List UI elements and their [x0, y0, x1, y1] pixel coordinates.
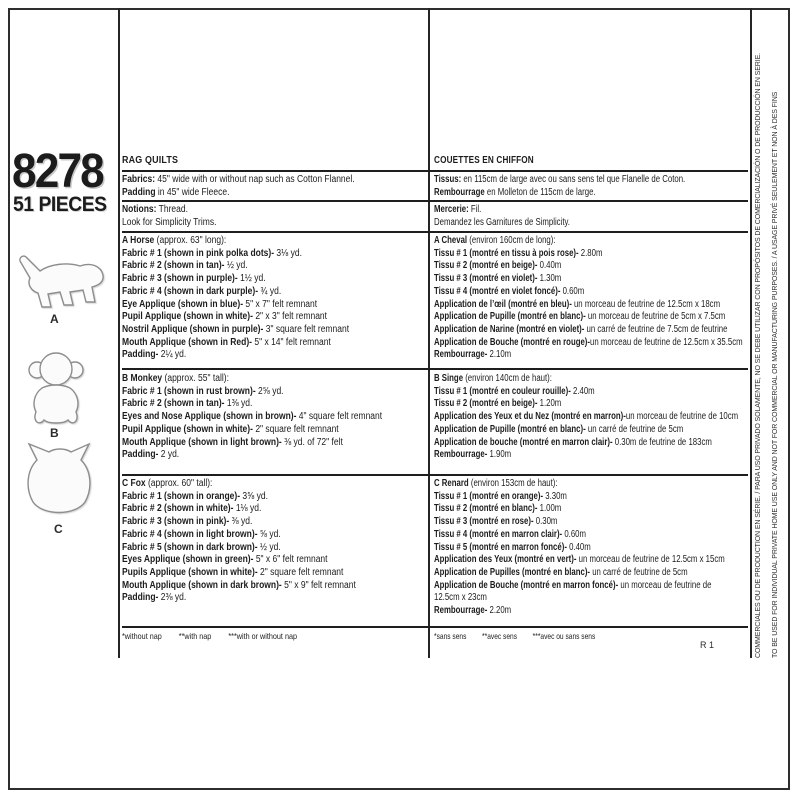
- spec-line: Demandez les Garnitures de Simplicity.: [434, 216, 570, 228]
- spec-line: Mercerie: Fil.: [434, 204, 482, 215]
- spec-line: Fabric # 2 (shown in white)- 1⅛ yd.: [122, 503, 262, 515]
- footnote-item: **with nap: [178, 631, 212, 641]
- view-b-label: B: [50, 426, 59, 440]
- spec-line: Tissu # 3 (montré en violet)- 1.30m: [434, 273, 562, 285]
- english-footnotes: [122, 630, 314, 643]
- divider-english-french: [428, 8, 430, 658]
- spec-line: Tissu # 4 (montré en marron clair)- 0.60m: [434, 528, 587, 540]
- spec-line: Fabric # 2 (shown in tan)- 1⅜ yd.: [122, 398, 253, 410]
- spec-line: Fabrics: 45" wide with or without nap such as Cotton Flannel.: [122, 174, 355, 185]
- view-a-label: A: [50, 312, 59, 326]
- english-fabrics-block: [122, 174, 355, 199]
- rule-under-titles: [122, 170, 748, 172]
- spec-line: Mouth Applique (shown in dark brown)- 5" x 9" felt remnant: [122, 579, 356, 591]
- spec-line: Application de Pupille (montré en blanc)- un morceau de feutrine de 5cm x 7.5cm: [434, 311, 726, 323]
- spec-line: B Singe (environ 140cm de haut):: [434, 373, 552, 384]
- divider-french-legal: [750, 8, 752, 658]
- rule-under-notions: [122, 231, 748, 233]
- revision-mark: R 1: [700, 640, 715, 650]
- spec-line: A Horse (approx. 63" long):: [122, 235, 227, 246]
- spec-line: Rembourrage- 1.90m: [434, 449, 512, 461]
- spec-line: C Fox (approx. 60" tall):: [122, 478, 213, 489]
- spec-line: Mouth Applique (shown in Red)- 5" x 14" felt remnant: [122, 336, 331, 348]
- pieces-count: 51 PIECES: [13, 193, 107, 216]
- english-view-c-block: [122, 478, 356, 605]
- footnote-item: *without nap: [122, 631, 162, 641]
- spec-line: Tissu # 4 (montré en violet foncé)- 0.60m: [434, 285, 585, 297]
- spec-line: Application de Bouche (montré en marron foncé)- un morceau de feutrine de: [434, 579, 712, 591]
- spec-line: Pupil Applique (shown in white)- 2" square felt remnant: [122, 423, 339, 435]
- spec-line: Padding in 45" wide Fleece.: [122, 186, 230, 198]
- spec-line: Fabric # 1 (shown in orange)- 3⅝ yd.: [122, 490, 268, 502]
- spec-line: Fabric # 3 (shown in pink)- ⅜ yd.: [122, 516, 253, 528]
- spec-line: Application de Pupilles (montré en blanc)- un carré de feutrine de 5cm: [434, 566, 688, 578]
- spec-line: Application de bouche (montré en marron clair)- 0.30m de feutrine de 183cm: [434, 436, 712, 448]
- spec-line: Tissu # 2 (montré en beige)- 1.20m: [434, 398, 562, 410]
- french-view-a-block: [434, 235, 743, 362]
- legal-text-line-1: TO BE USED FOR INDIVIDUAL PRIVATE HOME USE ONLY AND NOT FOR COMMERCIAL OR MANUFACTURING PURPOSES. / A USAGE PRIVÉ SEULEMENT ET NON À DES FINS: [772, 91, 779, 658]
- spec-line: B Monkey (approx. 55" tall):: [122, 373, 229, 384]
- spec-line: Tissus: en 115cm de large avec ou sans sens tel que Flanelle de Coton.: [434, 174, 686, 185]
- french-view-c-block: [434, 478, 725, 618]
- spec-line: 12.5cm x 23cm: [434, 592, 487, 604]
- footnote-item: ***with or without nap: [228, 631, 297, 641]
- spec-line: Look for Simplicity Trims.: [122, 216, 217, 228]
- spec-line: Application des Yeux (montré en vert)- un morceau de feutrine de 12.5cm x 15cm: [434, 554, 725, 566]
- footnote-item: *sans sens: [434, 631, 467, 641]
- spec-line: Eyes Applique (shown in green)- 5" x 6" felt remnant: [122, 554, 328, 566]
- divider-sidebar-english: [118, 8, 120, 658]
- spec-line: Notions: Thread.: [122, 204, 188, 215]
- spec-line: Application de Narine (montré en violet)- un carré de feutrine de 7.5cm de feutrine: [434, 323, 728, 335]
- spec-line: Fabric # 3 (shown in purple)- 1½ yd.: [122, 273, 266, 285]
- french-view-b-block: [434, 373, 738, 462]
- spec-line: Tissu # 2 (montré en beige)- 0.40m: [434, 260, 562, 272]
- rule-above-footnotes: [122, 626, 748, 628]
- spec-line: Fabric # 1 (shown in pink polka dots)- 3⅛ yd.: [122, 247, 302, 259]
- spec-line: Mouth Applique (shown in light brown)- ⅜ yd. of 72" felt: [122, 436, 343, 448]
- pattern-number: 8278: [12, 145, 103, 198]
- english-title: RAG QUILTS: [122, 154, 179, 166]
- spec-line: Tissu # 3 (montré en rose)- 0.30m: [434, 516, 558, 528]
- spec-line: C Renard (environ 153cm de haut):: [434, 478, 558, 489]
- spec-line: Rembourrage en Molleton de 115cm de large.: [434, 186, 596, 198]
- view-c-label: C: [54, 522, 63, 536]
- footnote-item: ***avec ou sans sens: [532, 631, 596, 641]
- spec-line: Rembourrage- 2.10m: [434, 349, 512, 361]
- spec-line: Fabric # 4 (shown in dark purple)- ¾ yd.: [122, 285, 282, 297]
- french-footnotes: [434, 630, 611, 643]
- spec-line: Nostril Applique (shown in purple)- 3" square felt remnant: [122, 323, 350, 335]
- spec-line: Fabric # 2 (shown in tan)- ½ yd.: [122, 260, 248, 272]
- monkey-silhouette-icon: [24, 346, 90, 433]
- spec-line: Pupils Applique (shown in white)- 2" square felt remnant: [122, 566, 344, 578]
- english-view-a-block: [122, 235, 349, 362]
- spec-line: Eye Applique (shown in blue)- 5" x 7" felt remnant: [122, 298, 318, 310]
- rule-under-fabrics: [122, 200, 748, 202]
- fox-silhouette-icon: [20, 440, 98, 525]
- spec-line: Application de Pupille (montré en blanc)- un carré de feutrine de 5cm: [434, 423, 684, 435]
- spec-line: Eyes and Nose Applique (shown in brown)- 4" square felt remnant: [122, 411, 383, 423]
- spec-line: Tissu # 1 (montré en orange)- 3.30m: [434, 490, 567, 502]
- footnote-item: **avec sens: [482, 631, 518, 641]
- legal-text-line-2: COMMERCIALES OU DE PRODUCTION EN SÉRIE. / PARA USO PRIVADO SOLAMENTE, NO SE DEBE UTILIZAR CON PROPÓSITOS DE COMERCIALIZACIÓN O DE PRODUCCIÓN EN SERIE.: [755, 53, 762, 658]
- spec-line: Application de l’œil (montré en bleu)- un morceau de feutrine de 12.5cm x 18cm: [434, 298, 721, 310]
- spec-line: Application des Yeux et du Nez (montré en marron)-un morceau de feutrine de 10cm: [434, 411, 739, 423]
- spec-line: Padding- 2⅜ yd.: [122, 592, 187, 604]
- spec-line: Fabric # 1 (shown in rust brown)- 2⅝ yd.: [122, 385, 284, 397]
- spec-line: A Cheval (environ 160cm de long):: [434, 235, 556, 246]
- french-title: COUETTES EN CHIFFON: [434, 154, 534, 166]
- french-notions-block: [434, 204, 570, 229]
- french-fabrics-block: [434, 174, 685, 199]
- rule-under-view-a: [122, 368, 748, 370]
- english-view-b-block: [122, 373, 382, 462]
- spec-line: Tissu # 2 (montré en blanc)- 1.00m: [434, 503, 562, 515]
- spec-line: Pupil Applique (shown in white)- 2" x 3" felt remnant: [122, 311, 328, 323]
- spec-line: Padding- 2¼ yd.: [122, 349, 187, 361]
- spec-line: Rembourrage- 2.20m: [434, 605, 512, 617]
- english-notions-block: [122, 204, 216, 229]
- spec-line: Fabric # 5 (shown in dark brown)- ½ yd.: [122, 541, 281, 553]
- spec-line: Tissu # 5 (montré en marron foncé)- 0.40m: [434, 541, 591, 553]
- spec-line: Tissu # 1 (montré en couleur rouille)- 2.40m: [434, 385, 595, 397]
- spec-line: Application de Bouche (montré en rouge)-un morceau de feutrine de 12.5cm x 35.5cm: [434, 336, 743, 348]
- rule-under-view-b: [122, 474, 748, 476]
- spec-line: Padding- 2 yd.: [122, 449, 180, 461]
- spec-line: Tissu # 1 (montré en tissu à pois rose)- 2.80m: [434, 247, 603, 259]
- horse-silhouette-icon: [12, 250, 108, 319]
- spec-line: Fabric # 4 (shown in light brown)- ⅝ yd.: [122, 528, 281, 540]
